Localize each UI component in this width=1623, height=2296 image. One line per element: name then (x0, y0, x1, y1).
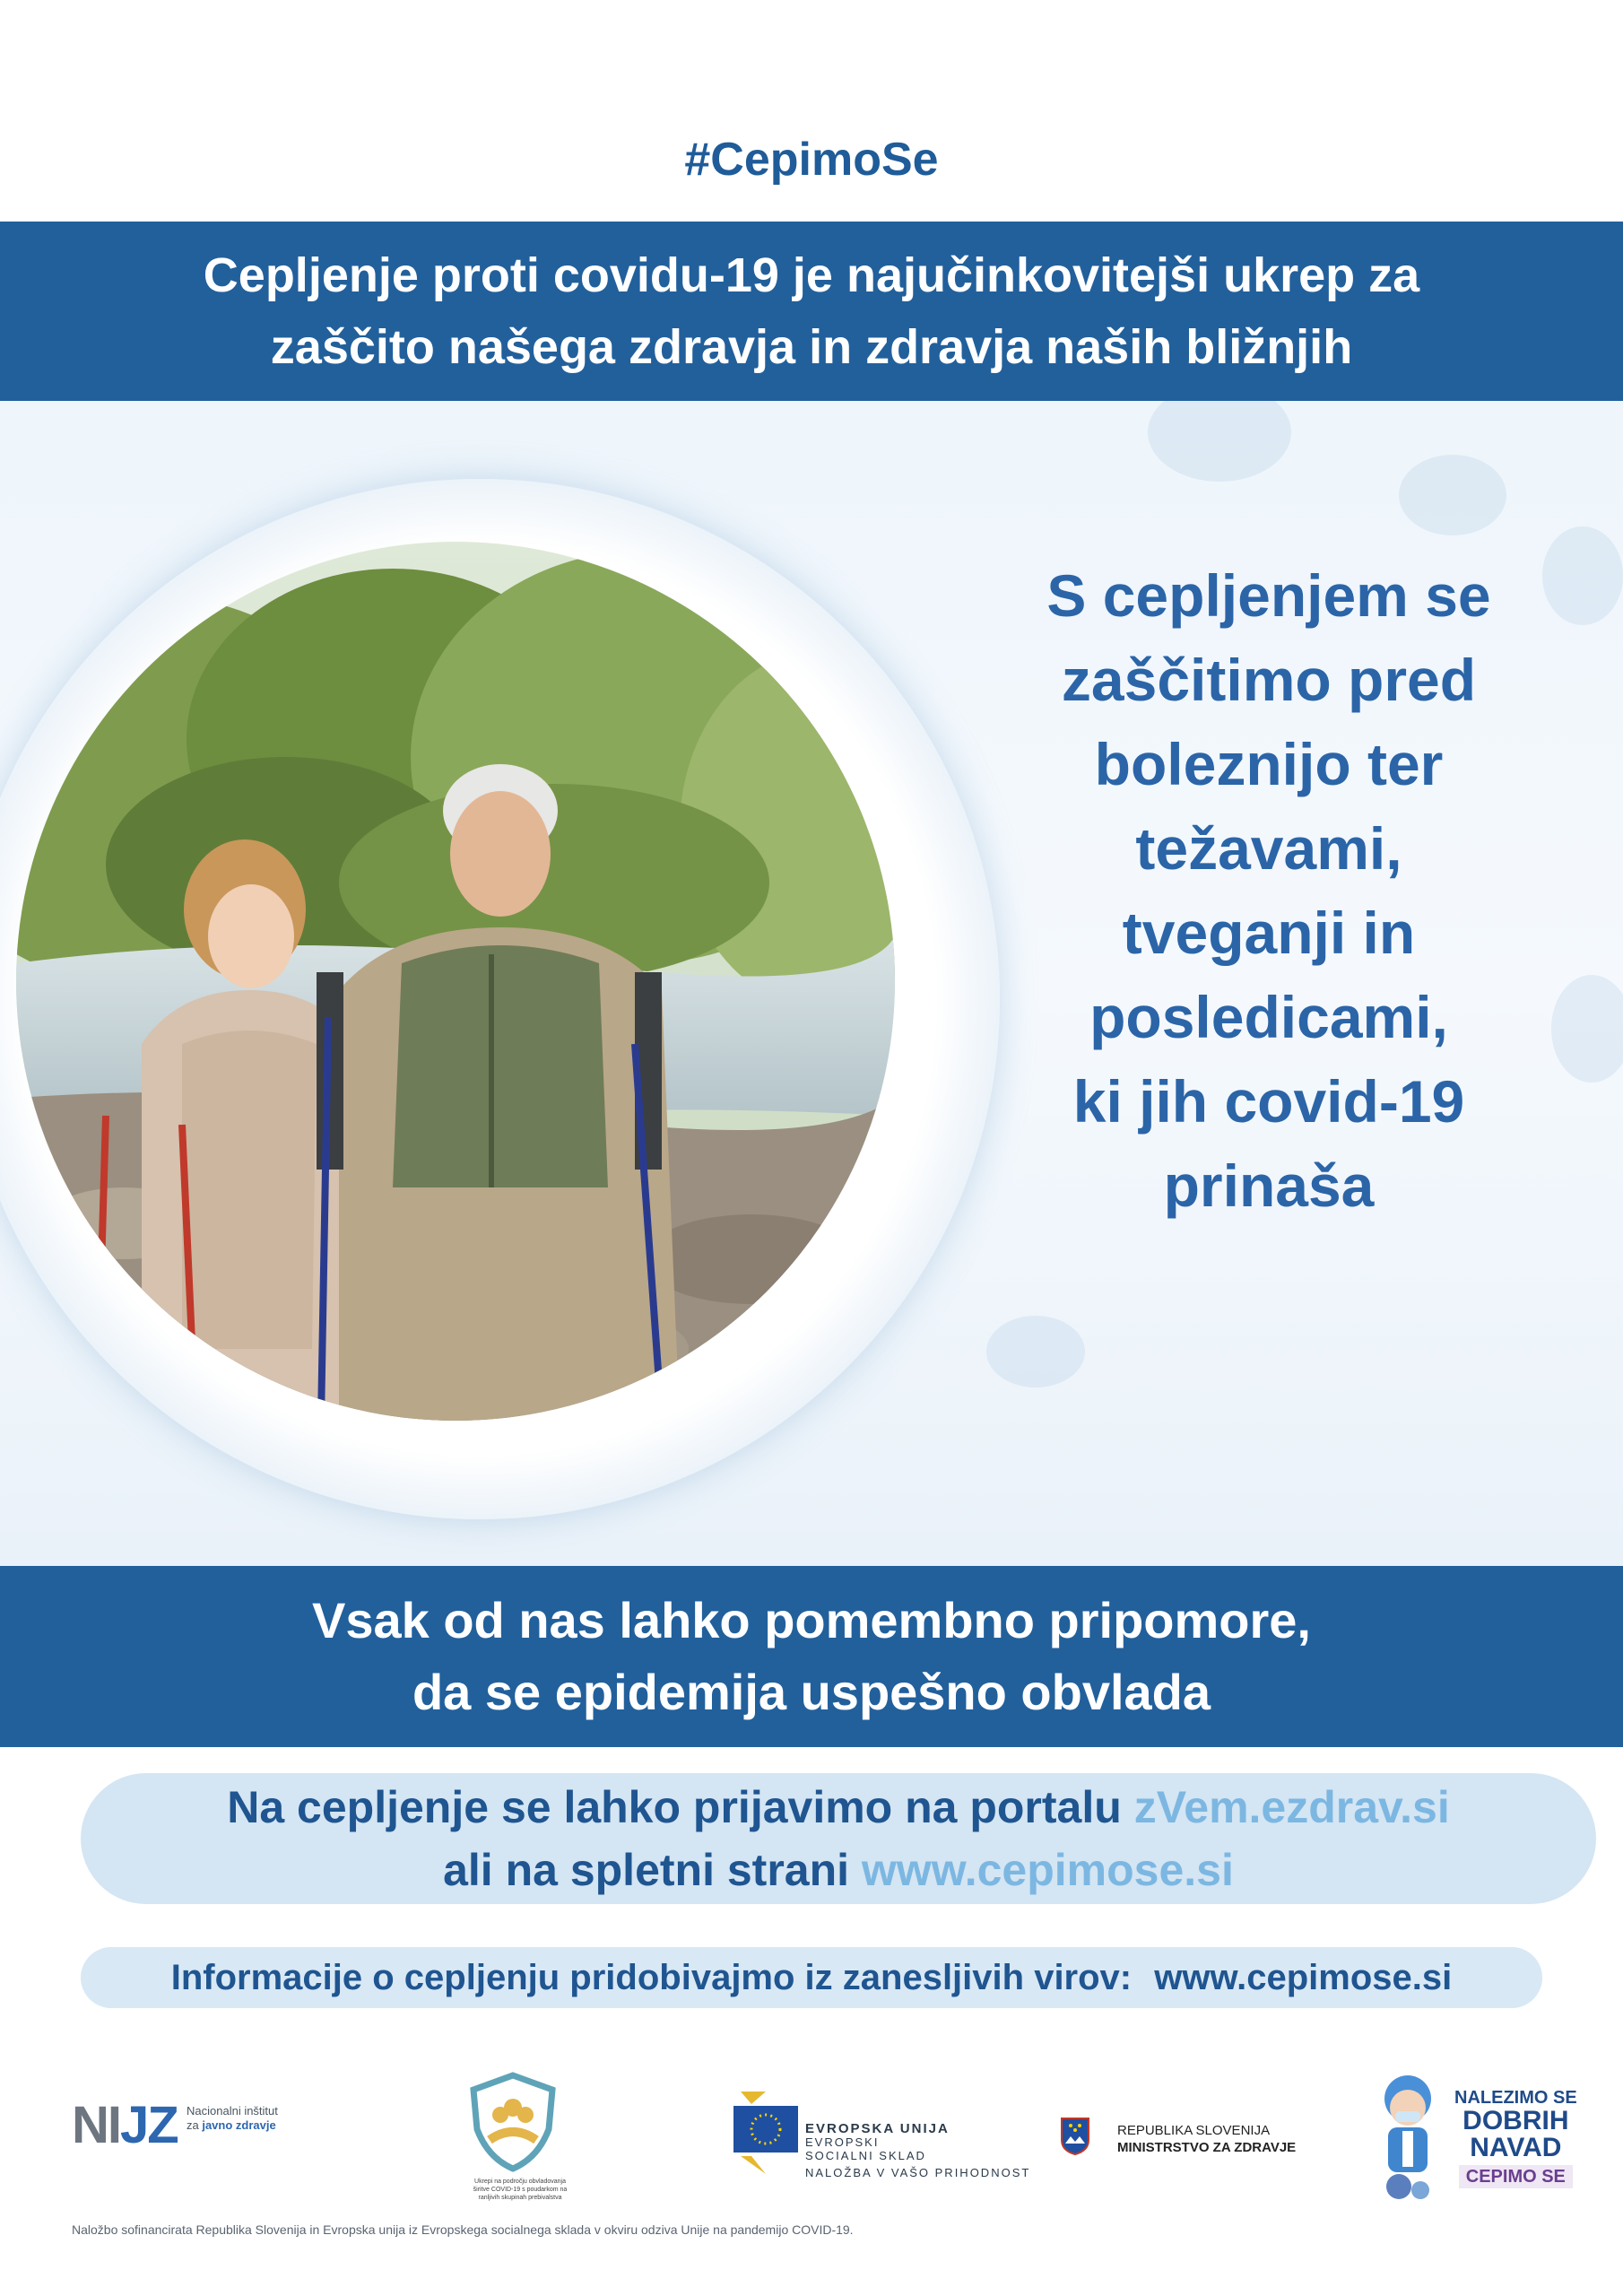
shield-icon (466, 2072, 560, 2172)
bottom-banner (0, 1566, 1623, 1747)
virus-splash-decoration (986, 1316, 1085, 1387)
cepimose-link[interactable]: www.cepimose.si (861, 1845, 1234, 1895)
registration-text-1: Na cepljenje se lahko prijavimo na portalu (227, 1782, 1134, 1832)
registration-box (81, 1773, 1596, 1904)
top-banner-line-2: zaščito našega zdravja in zdravja naših bližnjih (270, 320, 1353, 374)
nijz-mark: NIJZ (72, 2096, 178, 2154)
nijz-caption: Nacionalni inštitut za javno zdravje (187, 2104, 278, 2132)
slovenia-coat-of-arms-logo (1060, 2117, 1090, 2161)
top-banner (0, 222, 1623, 401)
coat-of-arms-icon (1060, 2117, 1090, 2156)
zvem-portal-link[interactable]: zVem.ezdrav.si (1133, 1782, 1450, 1832)
campaign-caption: NALEZIMO SE DOBRIH NAVAD CEPIMO SE (1454, 2088, 1577, 2187)
virus-splash-decoration (1148, 401, 1291, 482)
main-message: S cepljenjem se zaščitimo pred boleznijo ter težavami, tveganji in posledicami, ki jih covid-19 prinaša (1046, 562, 1491, 1219)
info-link[interactable]: www.cepimose.si (1154, 1958, 1453, 1997)
hero-section (0, 401, 1623, 1566)
ministry-caption: REPUBLIKA SLOVENIJA MINISTRSTVO ZA ZDRAVJE (1117, 2123, 1297, 2155)
eu-flag-icon (733, 2090, 798, 2176)
hashtag-title: #CepimoSe (684, 134, 939, 186)
ukrepi-caption: Ukrepi na področju obvladovanja širitve COVID-19 s poudarkom na ranljivih skupinah prebivalstva (473, 2179, 568, 2201)
bottom-banner-line-2: da se epidemija uspešno obvlada (412, 1664, 1211, 1720)
registration-text-2: ali na spletni strani (443, 1845, 862, 1895)
eu-caption: EVROPSKA UNIJA EVROPSKI SOCIALNI SKLAD NALOŽBA V VAŠO PRIHODNOST (805, 2121, 1031, 2179)
virus-splash-decoration (1399, 455, 1506, 535)
registration-line-2 (81, 1839, 1596, 1901)
registration-line-1 (81, 1776, 1596, 1839)
nijz-logo (72, 2095, 178, 2155)
hiking-couple-photo (16, 542, 895, 1421)
cofinancing-footnote: Naložbo sofinancirata Republika Slovenija in Evropska unija iz Evropskega socialnega sklada v okviru odziva Unije na pandemijo COVID-19. (72, 2222, 854, 2237)
bottom-banner-line-1: Vsak od nas lahko pomembno pripomore, (312, 1592, 1311, 1648)
info-text: Informacije o cepljenju pridobivajmo iz zanesljivih virov: (170, 1958, 1133, 1997)
info-box (81, 1947, 1542, 2008)
campaign-mascot-logo (1367, 2072, 1453, 2211)
logo-strip (0, 2063, 1623, 2224)
mascot-icon (1367, 2072, 1453, 2206)
eu-flag-logo (733, 2090, 798, 2180)
ukrepi-shield-logo (466, 2072, 560, 2177)
cepimo-se-badge: CEPIMO SE (1459, 2165, 1573, 2188)
top-banner-line-1: Cepljenje proti covidu-19 je najučinkovitejši ukrep za (203, 248, 1420, 302)
